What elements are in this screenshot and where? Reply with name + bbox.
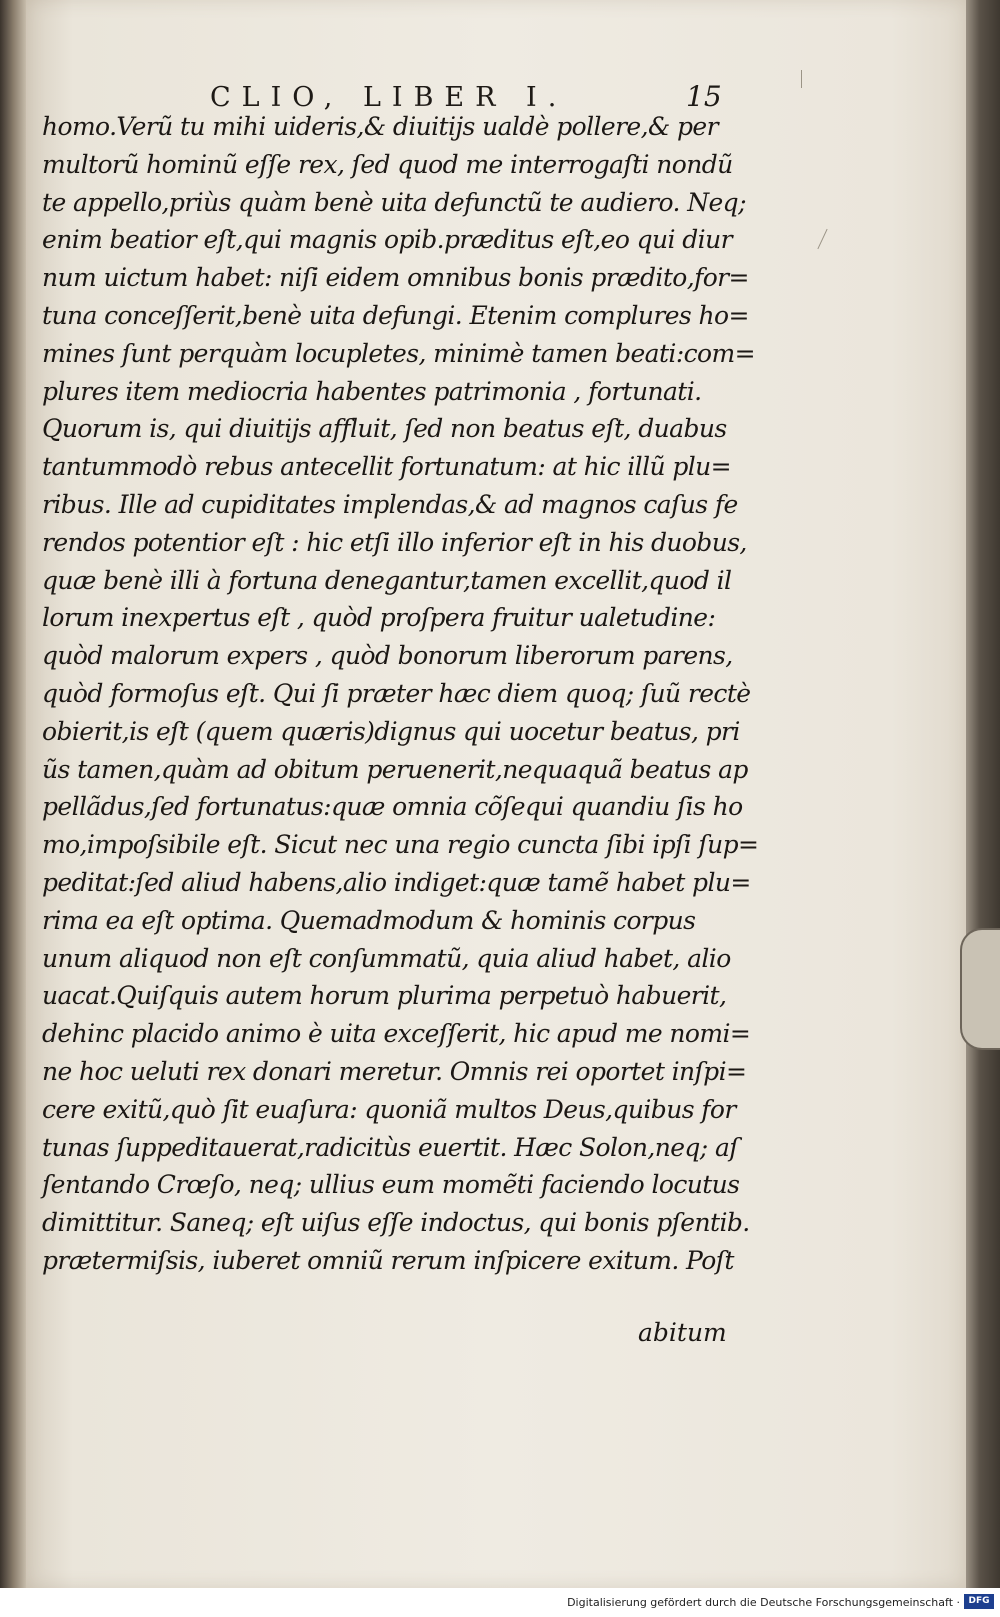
page-clip — [960, 928, 1000, 1050]
text-line: tunas ſuppeditauerat,radicitùs euertit. Hæc Solon,neq; aſ — [42, 1132, 738, 1162]
text-line: cere exitũ,quò ſit euaſura: quoniã multos Deus,quibus for — [42, 1094, 736, 1124]
text-line: Quorum is, qui diuitijs affluit, ſed non beatus eſt, duabus — [42, 414, 727, 444]
text-line: ſentando Crœſo, neq; ullius eum momẽti faciendo locutus — [42, 1170, 740, 1200]
page-edge-right — [966, 0, 1000, 1588]
text-line: peditat:ſed aliud habens,alio indiget:quæ tamẽ habet plu= — [42, 867, 751, 897]
text-line: plures item mediocria habentes patrimonia , fortunati. — [42, 376, 702, 406]
text-line: quòd formoſus eſt. Qui ſi præter hæc diem quoq; ſuũ rectè — [42, 678, 751, 708]
text-line: rendos potentior eſt : hic etſi illo inferior eſt in his duobus, — [42, 527, 747, 557]
text-line: unum aliquod non eſt conſummatũ, quia aliud habet, alio — [42, 943, 731, 973]
text-line: mo,impoſsibile eſt. Sicut nec una regio cuncta ſibi ipſi ſup= — [42, 830, 759, 860]
text-line: ne hoc ueluti rex donari meretur. Omnis rei oportet inſpi= — [42, 1056, 747, 1086]
text-line: ribus. Ille ad cupiditates implendas,& ad magnos caſus fe — [42, 489, 738, 519]
text-line: multorũ hominũ eſſe rex, ſed quod me interrogaſti nondũ — [42, 149, 733, 179]
dfg-logo-icon[interactable]: DFG — [964, 1594, 994, 1609]
text-line: prætermiſsis, iuberet omniũ rerum inſpicere exitum. Poſt — [42, 1245, 734, 1275]
pencil-mark — [817, 229, 827, 249]
pencil-mark — [801, 70, 802, 88]
footer-credit: Digitalisierung gefördert durch die Deutsche Forschungsgemeinschaft · — [567, 1596, 960, 1609]
text-line: quòd malorum expers , quòd bonorum liberorum parens, — [42, 641, 733, 671]
text-line: te appello,priùs quàm benè uita defunctũ te audiero. Neq; — [42, 187, 746, 217]
footer-bar — [0, 1588, 1000, 1617]
text-line: tantummodò rebus antecellit fortunatum: at hic illũ plu= — [42, 452, 731, 482]
text-line: obierit,is eſt (quem quæris)dignus qui uocetur beatus, pri — [42, 716, 740, 746]
text-line: dehinc placido animo è uita exceſſerit, hic apud me nomi= — [42, 1019, 751, 1049]
catchword: abitum — [638, 1318, 727, 1347]
facing-page-edge — [4, 140, 24, 1440]
text-line: ũs tamen,quàm ad obitum peruenerit,nequaquã beatus ap — [42, 754, 748, 784]
page-number: 15 — [686, 80, 722, 113]
text-line: mines ſunt perquàm locupletes, minimè tamen beati:com= — [42, 338, 755, 368]
text-line: uacat.Quiſquis autem horum plurima perpetuò habuerit, — [42, 981, 727, 1011]
text-line: enim beatior eſt,qui magnis opib.præditus eſt,eo qui diur — [42, 225, 732, 255]
text-line: pellãdus,ſed fortunatus:quæ omnia cõſequi quandiu ſis ho — [42, 792, 743, 822]
text-line: rima ea eſt optima. Quemadmodum & hominis corpus — [42, 905, 696, 935]
text-block — [42, 108, 759, 1280]
text-line: dimittitur. Saneq; eſt uiſus eſſe indoctus, qui bonis pſentib. — [42, 1208, 750, 1238]
running-head: CLIO, LIBER I. — [210, 82, 568, 113]
text-line: quæ benè illi à fortuna denegantur,tamen excellit,quod il — [42, 565, 732, 595]
text-line: lorum inexpertus eſt , quòd proſpera fruitur ualetudine: — [42, 603, 716, 633]
text-line: homo.Verũ tu mihi uideris,& diuitijs ualdè pollere,& per — [42, 112, 718, 141]
text-line: num uictum habet: niſi eidem omnibus bonis prædito,for= — [42, 263, 749, 293]
text-line: tuna conceſſerit,benè uita defungi. Etenim complures ho= — [42, 300, 749, 330]
